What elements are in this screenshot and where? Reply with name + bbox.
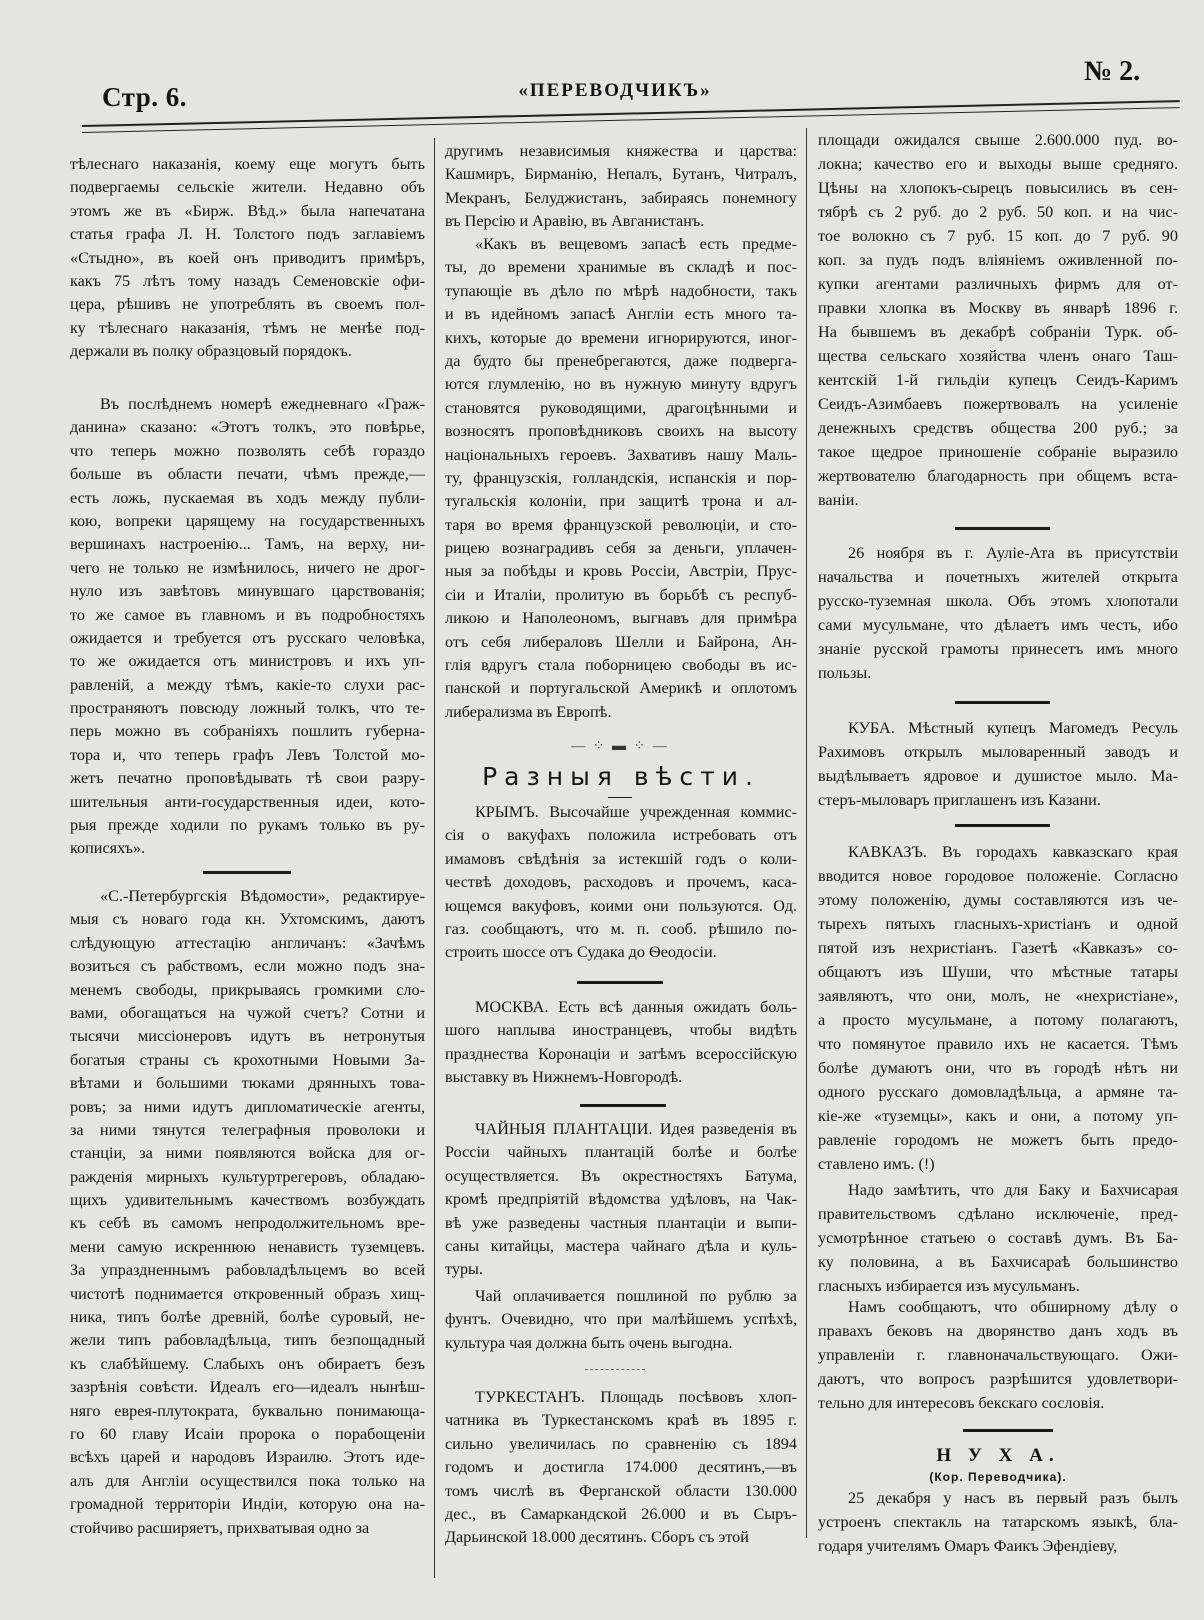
- text-line: одного русскаго домовладѣльца, а армяне та-: [818, 1083, 1178, 1101]
- text-line: къ слабѣйшему. Слабыхъ онъ обираетъ безъ: [70, 1354, 425, 1373]
- text-line: чатника въ Туркестанскомъ краѣ въ 1895 г.: [445, 1411, 797, 1430]
- text-line: стеръ-мыловаръ приглашенъ изъ Казани.: [818, 791, 1101, 809]
- text-line: заявляютъ, что они, молъ, не «нехристіане»,: [818, 987, 1178, 1005]
- text-line: ликою и Наполеономъ, выгнавъ для примѣра: [445, 609, 797, 628]
- text-line: Рахимовъ открылъ мыловаренный заводъ и: [818, 743, 1178, 761]
- text-line: кіе-же «туземцы», какъ и они, а потому уп-: [818, 1107, 1178, 1125]
- text-line: пятой изъ нехристіанъ. Газетѣ «Кавказъ» со-: [818, 939, 1178, 957]
- text-line: мыя съ новаго года кн. Ухтомскимъ, даютъ: [70, 910, 425, 929]
- section-separator: [955, 527, 1050, 530]
- text-line: сіи и Италіи, пролитую въ борьбѣ съ респуб-: [445, 585, 797, 604]
- section-heading-various-news: Разныя вѣсти.: [482, 762, 760, 791]
- text-line: Цѣны на хлопокъ-сырецъ повысились въ сен-: [818, 179, 1178, 197]
- text-line: вѣ уже разведены частныя плантаціи и выпи-: [445, 1213, 797, 1232]
- text-line: пользы.: [818, 664, 872, 682]
- text-line: за ними тянутся телеграфныя проволоки и: [70, 1120, 425, 1139]
- section-separator: [203, 871, 291, 874]
- text-line: отъ себя либераловъ Шелли и Байрона, Ан-: [445, 632, 797, 651]
- text-line: нуло изъ завѣтовъ минувшаго царствованія;: [70, 582, 425, 601]
- text-line: няго еврея-плутократа, буквально понимающа-: [70, 1401, 425, 1420]
- text-line: ражденія мирныхъ культуртрегеровъ, обладаю-: [70, 1167, 425, 1186]
- ornament-divider: — ⁘ ▬ ⁘ —: [571, 739, 669, 754]
- text-line: равленій, а между тѣмъ, какіе-то слухи рас-: [70, 675, 425, 694]
- section-separator: [580, 1104, 666, 1107]
- text-line: тугальскія колоніи, при защитѣ трона и ал-: [445, 492, 797, 511]
- news-crimea: [445, 801, 797, 965]
- news-kavkaz: [818, 840, 1178, 1176]
- section-separator: [585, 1369, 645, 1370]
- text-line: вводится новое городовое положеніе. Согласно: [818, 867, 1178, 885]
- text-line: этомъ же въ «Бирж. Вѣд.» была напечатана: [70, 201, 425, 220]
- text-line: тора и, что теперь графъ Левъ Толстой мо-: [70, 745, 425, 764]
- text-line: менемъ свободы, прикрываясь громкими сло-: [70, 980, 425, 999]
- news-turkestan-continued: [818, 128, 1178, 512]
- text-line: болѣе думаютъ они, что въ городѣ нѣтъ ни: [818, 1059, 1178, 1077]
- text-line: панской и португальской Америкѣ и оплотомъ: [445, 679, 797, 698]
- text-line: тельно для интересовъ бекскаго сословія.: [818, 1394, 1105, 1412]
- text-line: такое щедрое приношеніе собраніе выразило: [818, 443, 1178, 461]
- text-line: дес., въ Самаркандской 26.000 и въ Сыръ-: [445, 1504, 797, 1523]
- text-line: сія о вакуфахъ положила истребовать отъ: [445, 826, 797, 845]
- text-line: знаніе русской грамоты принесетъ имъ много: [818, 640, 1178, 658]
- text-line: саны китайцы, мастера чайнаго дѣла и куль-: [445, 1236, 797, 1255]
- text-line: жели типъ рабовладѣльца, типъ безпощадный: [70, 1331, 425, 1350]
- text-line: какъ 75 лѣтъ тому назадъ Семеновскіе офи-: [70, 271, 425, 290]
- text-line: сильно увеличилась по сравненію съ 1894: [445, 1434, 797, 1453]
- text-line: имамовъ свѣдѣнія за истекшій годъ о коли-: [445, 849, 797, 868]
- text-line: культура чая должна быть очень выгодна.: [445, 1333, 733, 1352]
- text-line: есть ложь, пускаемая въ ходъ между публи-: [70, 488, 425, 507]
- text-line: ожидается и требуется отъ русскаго человѣка,: [70, 628, 425, 647]
- text-line: ТУРКЕСТАНЪ. Площадь посѣвовъ хлоп-: [475, 1388, 797, 1406]
- text-line: данина» сказано: «Этотъ толкъ, это повѣрье,: [70, 418, 425, 437]
- text-line: даютъ, что вопросъ разрѣшится удовлетвори-: [818, 1370, 1178, 1388]
- text-line: чистотѣ поднимается откровенный образъ хищ-: [70, 1284, 425, 1303]
- text-line: въ Персію и Аравію, въ Авганистанъ.: [445, 212, 705, 231]
- text-line: усмотрѣнное статьею о составѣ думъ. Въ Ба-: [818, 1229, 1178, 1247]
- text-line: щихъ удивительнымъ качествомъ возбуждать: [70, 1191, 425, 1210]
- text-line: газ. сообщаютъ, что м. п. сооб. рѣшило по-: [445, 919, 797, 938]
- text-line: чего не только не измѣнилось, ничего не дрог-: [70, 558, 425, 577]
- text-line: Надо замѣтить, что для Баку и Бахчисарая: [848, 1181, 1178, 1199]
- text-line: мени самую искреннюю ненависть туземцевъ.: [70, 1237, 425, 1256]
- text-line: тысячи миссіонеровъ идутъ въ нетронутыя: [70, 1027, 425, 1046]
- text-line: денежныхъ средствъ общества 200 руб.; за: [818, 419, 1178, 437]
- text-line: ЧАЙНЫЯ ПЛАНТАЦІИ. Идея разведенія въ: [475, 1120, 797, 1138]
- text-line: ваніи.: [818, 491, 859, 509]
- text-line: сами мусульмане, что дѣлаетъ имъ честь, ибо: [818, 616, 1178, 634]
- section-separator: [577, 981, 663, 984]
- text-line: ныя за побѣды и кровь Россіи, Австріи, Прус-: [445, 562, 797, 581]
- text-line: Россіи чайныхъ плантацій болѣе и болѣе: [445, 1143, 797, 1162]
- article-tolstoy-shame: [70, 153, 425, 364]
- text-line: слѣдующую аттестацію англичанъ: «Зачѣмъ: [70, 933, 425, 952]
- masthead-rule-top: [82, 100, 1180, 127]
- text-line: цера, рѣшивъ не употреблять въ своемъ пол-: [70, 295, 425, 314]
- text-line: этому положенію, думы составляются изъ че-: [818, 891, 1178, 909]
- text-line: Дарьинской 18.000 десятинъ. Сборъ съ этой: [445, 1528, 749, 1547]
- text-line: тѣлеснаго наказанія, коему еще могутъ быть: [70, 155, 425, 173]
- text-line: громадной территоріи Индіи, которую она на-: [70, 1495, 425, 1514]
- text-line: купки агентами различныхъ фирмъ для от-: [818, 275, 1178, 293]
- text-line: что теперь можно позволять себѣ гораздо: [70, 441, 425, 460]
- text-line: вами, обогащаться на чужой счетъ? Сотни и: [70, 1003, 425, 1022]
- text-line: годаря учителямъ Омаръ Фаикъ Эфендіеву,: [818, 1537, 1118, 1555]
- text-line: правки хлопка въ Москву въ январѣ 1896 г.: [818, 299, 1178, 317]
- section-separator: [963, 1429, 1053, 1432]
- text-line: Намъ сообщаютъ, что обширному дѣлу о: [848, 1298, 1178, 1316]
- text-line: ются глумленію, но въ нужную минуту вдругъ: [445, 375, 797, 394]
- text-line: ку половина, а въ Бахчисараѣ большинство: [818, 1253, 1178, 1271]
- text-line: 26 ноября въ г. Ауліе-Ата въ присутствіи: [848, 544, 1178, 562]
- news-aulie-ata-school: [818, 541, 1178, 685]
- text-line: то же самое въ главномъ и въ подробностяхъ: [70, 605, 425, 624]
- text-line: начальства и почетныхъ жителей открыта: [818, 568, 1178, 586]
- text-line: богатыя страны съ крохотными Новыми За-: [70, 1050, 425, 1069]
- text-line: Чай оплачивается пошлиной по рублю за: [475, 1287, 797, 1305]
- column-divider: [434, 138, 435, 1578]
- text-line: а просто мусульмане, а потому полагаютъ,: [818, 1011, 1178, 1029]
- text-line: МОСКВА. Есть всѣ данныя ожидать боль-: [475, 998, 797, 1016]
- text-line: КРЫМЪ. Высочайше учрежденная коммис-: [475, 803, 797, 821]
- text-line: тябрѣ съ 2 руб. до 2 руб. 50 коп. и на чис-: [818, 203, 1178, 221]
- text-line: 25 декабря у насъ въ первый разъ былъ: [848, 1489, 1178, 1507]
- text-line: жертвователю благодарность при общемъ вста-: [818, 467, 1178, 485]
- page-number: Стр. 6.: [102, 82, 188, 112]
- text-line: возиться съ рабствомъ, если можно подъ зна-: [70, 957, 425, 976]
- text-line: къ себѣ въ самомъ непродолжительномъ вре-: [70, 1214, 425, 1233]
- news-kuba: [818, 716, 1178, 812]
- text-line: го 60 главу Исаіи пророка о порабощеніи: [70, 1424, 425, 1443]
- text-line: выдѣлываетъ ядровое и душистое мыло. Ма-: [818, 767, 1178, 785]
- text-line: «С.-Петербургскія Вѣдомости», редактируе-: [100, 887, 425, 905]
- text-line: становятся руководящими, драгоцѣнными и: [445, 398, 797, 417]
- text-line: устроенъ спектакль на татарскомъ языкѣ, бла-: [818, 1513, 1178, 1531]
- news-nukha: [818, 1486, 1178, 1558]
- text-line: кромѣ предпріятій вѣдомства удѣловъ, на Чак-: [445, 1190, 797, 1209]
- text-line: гласныхъ избирается изъ мусульманъ.: [818, 1277, 1080, 1295]
- text-line: празднества Коронаціи и затѣмъ всероссійскую: [445, 1044, 797, 1063]
- text-line: кописяхъ».: [70, 839, 146, 858]
- text-line: тырехъ пятыхъ гласныхъ-христіанъ и одной: [818, 915, 1178, 933]
- text-line: то же ожидается отъ министровъ и ихъ уп-: [70, 652, 425, 671]
- text-line: правительствомъ сдѣлано исключеніе, пред-: [818, 1205, 1178, 1223]
- text-line: площади ожидался свыше 2.600.000 пуд. во-: [818, 131, 1178, 149]
- text-line: Въ послѣднемъ номерѣ ежедневнаго «Граж-: [100, 395, 425, 413]
- text-line: фунтъ. Очевидно, что при малѣйшемъ успѣхѣ,: [445, 1310, 797, 1329]
- text-line: ющемся вакуфовъ, коими они пользуются. Од.: [445, 896, 797, 915]
- article-england-quote: [445, 233, 797, 724]
- text-line: КАВКАЗЪ. Въ городахъ кавказскаго края: [848, 843, 1178, 861]
- news-beks: [818, 1295, 1178, 1415]
- section-separator: [955, 701, 1050, 704]
- text-line: таря во время французской революціи, и сто-: [445, 515, 797, 534]
- text-line: На бывшемъ въ декабрѣ собраніи Турк. об-: [818, 323, 1178, 341]
- text-line: ты, до времени хранимые въ складѣ и пос-: [445, 258, 797, 277]
- text-line: локна; качество его и выходы выше средняго.: [818, 155, 1178, 173]
- news-tea-duty: [445, 1285, 797, 1355]
- text-line: другимъ независимыя княжества и царства:: [445, 142, 797, 160]
- text-line: кентскій 1-й гильдіи купецъ Сеидъ-Каримъ: [818, 371, 1178, 389]
- correspondent-note: (Кор. Переводчика).: [929, 1470, 1067, 1484]
- text-line: общаютъ изъ Шуши, что мѣстные татары: [818, 963, 1178, 981]
- text-line: Сеидъ-Азимбаевъ пожертвовалъ на усиленіе: [818, 395, 1178, 413]
- text-line: пространяютъ повсюду ложный толкъ, что те-: [70, 699, 425, 718]
- text-line: щества сельскаго хозяйства членъ онаго Таш-: [818, 347, 1178, 365]
- text-line: алъ для Англіи осуществился пока только на: [70, 1471, 425, 1490]
- text-line: Кашмиръ, Бирманію, Непалъ, Бутанъ, Читралъ,: [445, 165, 797, 184]
- article-grazhdanin: [70, 393, 425, 861]
- text-line: годомъ и достигла 174.000 десятинъ,—въ: [445, 1458, 797, 1477]
- text-line: подвергаемы сельскіе жители. Недавно объ: [70, 178, 425, 197]
- text-line: что помянутое правило ихъ не касается. Тѣмъ: [818, 1035, 1178, 1053]
- text-line: рыя прежде ходили по рукамъ только въ ру-: [70, 816, 425, 835]
- text-line: тое волокно съ 7 руб. 15 коп. до 7 руб. 90: [818, 227, 1178, 245]
- text-line: строить шоссе отъ Судака до Ѳеодосіи.: [445, 943, 717, 962]
- text-line: чествѣ доходовъ, расходовъ и прочемъ, каса-: [445, 873, 797, 892]
- text-line: кою, вопреки царящему на государственныхъ: [70, 511, 425, 530]
- text-line: ставлено имъ. (!): [818, 1155, 935, 1173]
- text-line: да будто бы пренебрегаются, даже подверга-: [445, 351, 797, 370]
- article-spb-vedomosti: [70, 885, 425, 1540]
- text-line: всѣхъ царей и народовъ Израилю. Этотъ иде-: [70, 1448, 425, 1467]
- text-line: возносятъ проповѣдниковъ своихъ на высоту: [445, 422, 797, 441]
- news-moscow: [445, 996, 797, 1090]
- text-line: больше въ области печати, чѣмъ прежде,—: [70, 465, 425, 484]
- text-line: вѣтами и большими тюками дрянныхъ това-: [70, 1074, 425, 1093]
- text-line: національныхъ героевъ. Захвативъ нашу Маль-: [445, 445, 797, 464]
- text-line: рицею вознаградивъ себя за деньги, уплачен-: [445, 539, 797, 558]
- text-line: ту, французскія, голландскія, испанскія и пор-: [445, 468, 797, 487]
- text-line: Мекранъ, Белуджистанъ, забираясь понемногу: [445, 188, 797, 207]
- text-line: вершинахъ настроенію... Тамъ, на верху, ни-: [70, 535, 425, 554]
- text-line: «Какъ въ вещевомъ запасѣ есть предме-: [475, 235, 797, 253]
- text-line: зазрѣнія совѣсти. Идеалъ его—идеалъ нынѣш-: [70, 1378, 425, 1397]
- news-turkestan: [445, 1386, 797, 1550]
- text-line: и въ идейномъ запасѣ Англіи есть много та-: [445, 305, 797, 324]
- text-line: русско-туземная школа. Объ этомъ хлопотали: [818, 592, 1178, 610]
- news-tea-plantations: [445, 1118, 797, 1282]
- issue-number: № 2.: [1084, 56, 1141, 87]
- text-line: правахъ бековъ на дворянство данъ ходъ въ: [818, 1322, 1178, 1340]
- section-heading-nukha: Н У Х А.: [936, 1445, 1060, 1466]
- short-rule: [608, 797, 632, 798]
- text-line: ника, типъ болѣе древній, болѣе суровый, не-: [70, 1308, 425, 1327]
- text-line: выставку въ Нижнемъ-Новгородѣ.: [445, 1068, 683, 1087]
- text-line: шительныя анти-государственныя идеи, кото-: [70, 792, 425, 811]
- text-line: стойчиво расширяетъ, прихватывая одно за: [70, 1518, 370, 1537]
- newspaper-title: «ПЕРЕВОДЧИКЪ»: [518, 80, 712, 101]
- text-line: станціи, за ними появляются войска для ог-: [70, 1144, 425, 1163]
- article-england-continued: [445, 140, 797, 234]
- text-line: ку тѣлеснаго наказанія, тѣмъ не менѣе под-: [70, 318, 425, 337]
- text-line: жетъ печатно проповѣдывать тѣ свои разру-: [70, 769, 425, 788]
- text-line: держали въ полку образцовый порядокъ.: [70, 342, 352, 361]
- text-line: кихъ, которые до времени игнорируются, иног-: [445, 328, 797, 347]
- text-line: ровъ; за ними идутъ дипломатическіе агенты,: [70, 1097, 425, 1116]
- text-line: коп. за пудъ подъ вліяніемъ оживленной по-: [818, 251, 1178, 269]
- text-line: КУБА. Мѣстный купецъ Магомедъ Ресуль: [848, 719, 1178, 737]
- text-line: осуществляется. Въ окрестностяхъ Батума,: [445, 1166, 797, 1185]
- text-line: «Стыдно», въ коей онъ приводитъ примѣръ,: [70, 248, 425, 267]
- text-line: шого наплыва иностранцевъ, чтобы видѣть: [445, 1021, 797, 1040]
- text-line: управленіи г. главноначальствующаго. Ожи-: [818, 1346, 1178, 1364]
- section-separator: [955, 824, 1050, 827]
- text-line: перь можно въ собраніяхъ пошлить губерна-: [70, 722, 425, 741]
- text-line: томъ числѣ въ Ферганской области 130.000: [445, 1481, 797, 1500]
- text-line: либерализма въ Европѣ.: [445, 702, 612, 721]
- text-line: статья графа Л. Н. Толстого подъ заглавіемъ: [70, 225, 425, 244]
- text-line: тупающіе въ дѣло по мѣрѣ надобности, такъ: [445, 281, 797, 300]
- news-baku-bakhchisarai: [818, 1178, 1178, 1298]
- text-line: равленіе городомъ не можетъ быть предо-: [818, 1131, 1178, 1149]
- text-line: глія вдругъ стала поборницею свободы въ ис-: [445, 656, 797, 675]
- text-line: За упраздненнымъ рабовладѣльцемъ во всей: [70, 1261, 425, 1280]
- text-line: туры.: [445, 1260, 483, 1279]
- column-divider: [806, 128, 807, 1538]
